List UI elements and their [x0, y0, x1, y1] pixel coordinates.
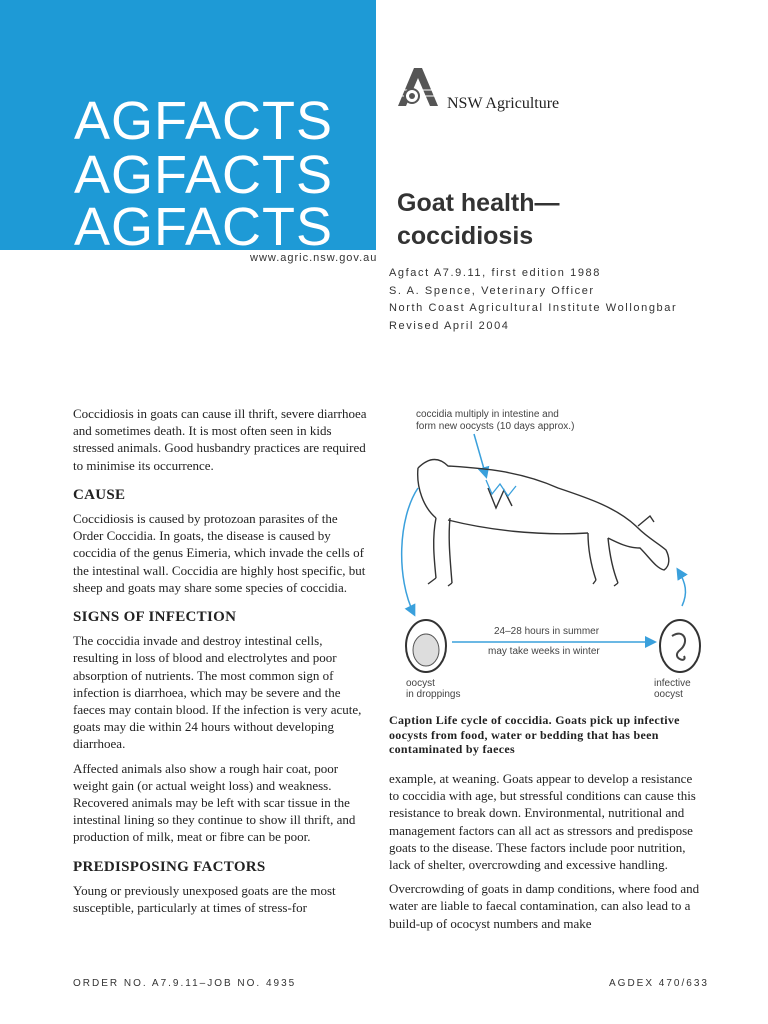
predisposing-paragraph: Young or previously unexposed goats are the most susceptible, particularly at times of stress-for [73, 882, 336, 916]
cause-paragraph: Coccidiosis is caused by protozoan parasites of the Order Coccidia. In goats, the disease is caused by coccidia of the genus Eimeria, which invade the cells of the intestinal wall. Coccidia are highly host specific, but sheep and goats may share some species of coccidia. [73, 511, 366, 595]
agdex-number: AGDEX 470/633 [609, 978, 709, 989]
nsw-agriculture-logo [394, 66, 442, 108]
fig-label-left-2: in droppings [406, 689, 461, 700]
meta-agfact: Agfact A7.9.11, first edition 1988 [389, 267, 601, 279]
agfacts-line-1: AGFACTS [74, 91, 334, 151]
fig-label-left-1: oocyst [406, 678, 435, 689]
signs-paragraph-2: Affected animals also show a rough hair coat, poor weight gain (or actual weight loss) and weakness. Recovered animals may be left with scar tissue in the intestinal lining so they continue to show ill thrift, and production of milk, meat or fibre can be poor. [73, 760, 356, 845]
fig-label-right-1: infective [654, 678, 691, 689]
left-column [73, 405, 369, 923]
intro-paragraph: Coccidiosis in goats can cause ill thrift, severe diarrhoea and sometimes death. It is most often seen in kids stressed animals. Good husbandry practices are required to minimise its occurrence. [73, 406, 367, 473]
fig-label-top-1: coccidia multiply in intestine and [416, 409, 559, 420]
fig-label-right-2: oocyst [654, 689, 683, 700]
fig-label-mid-2: may take weeks in winter [488, 646, 600, 657]
org-name: NSW Agriculture [447, 95, 560, 112]
goat-drawing [418, 459, 669, 586]
meta-institute: North Coast Agricultural Institute Wollongbar [389, 302, 678, 314]
meta-author: S. A. Spence, Veterinary Officer [389, 284, 595, 297]
right-column [389, 770, 701, 939]
infective-oocyst-icon [660, 620, 700, 672]
publication-meta [389, 265, 677, 335]
title-line-2: coccidiosis [397, 222, 534, 250]
meta-revised: Revised April 2004 [389, 319, 510, 332]
page-title [397, 187, 560, 253]
coccidia-lifecycle-figure [388, 398, 708, 703]
website-url[interactable]: www.agric.nsw.gov.au [250, 252, 378, 264]
signs-paragraph-1: The coccidia invade and destroy intestinal cells, resulting in loss of blood and electrolytes and poor absorption of nutrients. The most common sign of infection is diarrhoea, which may be severe and the faeces may contain blood. If the infection is very acute, goats may die within 24 hours without developing diarrhoea. [73, 633, 362, 752]
right-paragraph-1: example, at weaning. Goats appear to develop a resistance to coccidia with age, but stressful conditions can cause this resistance to break down. Environmental, nutritional and management factors can all act as stressors and predispose goats to the disease. These factors include poor nutrition, lack of shelter, overcrowding and excessive handling. [389, 771, 696, 873]
predisposing-heading: PREDISPOSING FACTORS [73, 858, 266, 875]
cause-heading: CAUSE [73, 486, 126, 503]
agfacts-line-2: AGFACTS [74, 145, 334, 205]
signs-heading: SIGNS OF INFECTION [73, 609, 237, 626]
oocyst-droppings-icon [406, 620, 446, 672]
order-number: ORDER NO. A7.9.11–JOB NO. 4935 [73, 978, 297, 989]
title-line-1: Goat health— [397, 189, 560, 217]
figure-caption: Caption Life cycle of coccidia. Goats pick up infective oocysts from food, water or bedding that has been contaminated by faeces [389, 713, 680, 756]
agfacts-line-3: AGFACTS [74, 197, 334, 257]
fig-label-top-2: form new oocysts (10 days approx.) [416, 421, 575, 432]
fig-label-mid-1: 24–28 hours in summer [494, 626, 600, 637]
right-paragraph-2: Overcrowding of goats in damp conditions, where food and water are liable to faecal contamination, can also lead to a build-up of ococyst numbers and make [389, 881, 700, 931]
